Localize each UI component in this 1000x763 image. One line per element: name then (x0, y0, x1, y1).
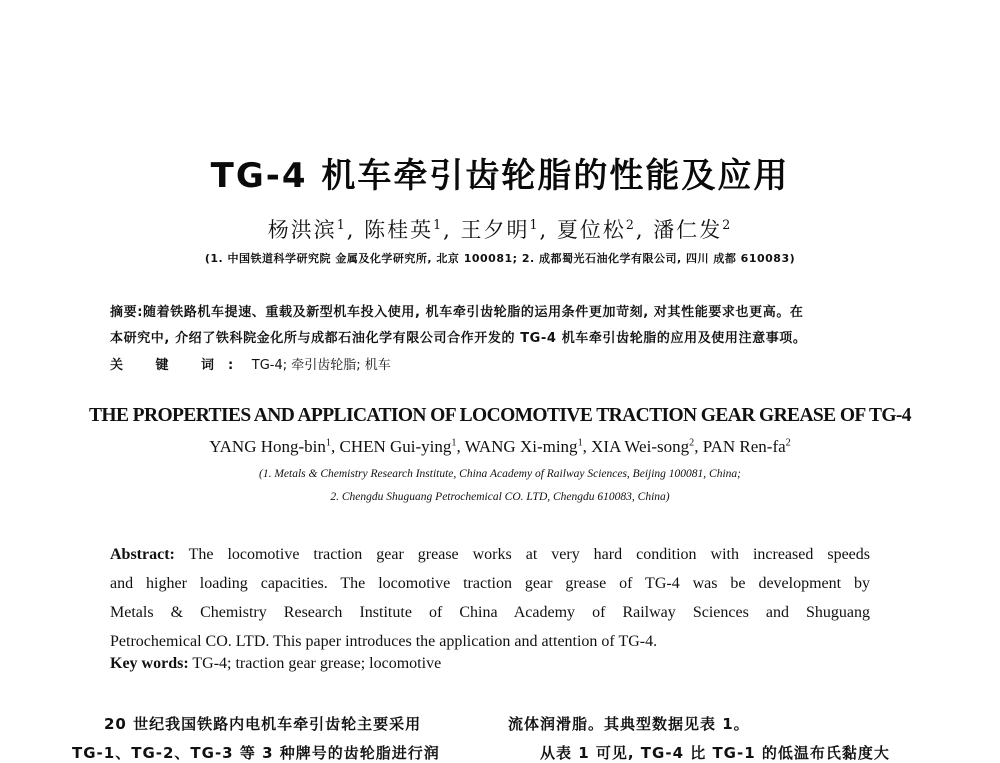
paper-title-cn: TG-4 机车牵引齿轮脂的性能及应用 (210, 156, 790, 196)
keywords-cn-label: 关 键 词: (110, 358, 248, 373)
abstract-en-line2: and higher loading capacities. The locomotive traction gear grease of TG-4 was be development by (110, 575, 870, 592)
body-right-line2: 从表 1 可见, TG-4 比 TG-1 的低温布氏黏度大 (540, 744, 890, 762)
author-affil-marker: 1 (325, 437, 331, 449)
keywords-en-label: Key words: (110, 655, 189, 672)
body-right-line1: 流体润滑脂。其典型数据见表 1。 (508, 715, 750, 733)
abstract-cn-line1 (110, 301, 804, 320)
author-list-en: YANG Hong-bin$^1$, CHEN Gui-ying$^1$, WANG Xi-ming$^1$, XIA Wei-song$^2$, PAN Ren-$fa^2$ (209, 437, 791, 456)
author-en: XIA Wei-song (591, 437, 690, 456)
author-en: PAN Ren-fa (702, 437, 786, 456)
affiliation-en-line1: (1. Metals & Chemistry Research Institute, China Academy of Railway Sciences, Beijing 100081, China; (259, 468, 741, 480)
author-affil-marker: 1 (336, 217, 347, 232)
keywords-en (110, 655, 441, 673)
abstract-cn-label: 摘要: (110, 305, 143, 320)
body-left-line1: 20 世纪我国铁路内电机车牵引齿轮主要采用 (104, 715, 422, 733)
keywords-cn (110, 354, 391, 373)
author-affil-marker: 1 (577, 437, 583, 449)
author-affil-marker: 2 (689, 437, 695, 449)
abstract-cn-text: 随着铁路机车提速、重载及新型机车投入使用, 机车牵引齿轮脂的运用条件更加苛刻, 对其性能要求也更高。在 (143, 305, 804, 320)
author-en: CHEN Gui-ying (339, 437, 452, 456)
abstract-en-label: Abstract: (110, 546, 175, 563)
affiliation-cn: (1. 中国铁道科学研究院 金属及化学研究所, 北京 100081; 2. 成都蜀光石油化学有限公司, 四川 成都 610083) (204, 252, 796, 265)
abstract-en-text: The locomotive traction gear grease works at very hard condition with increased speeds (188, 546, 870, 563)
author-cn: 潘仁发 (653, 218, 723, 242)
abstract-en (110, 540, 870, 656)
author-affil-marker: 2 (722, 217, 733, 232)
author-affil-marker: 2 (785, 437, 791, 449)
keywords-en-value: TG-4; traction gear grease; locomotive (192, 655, 442, 672)
author-en: YANG Hong-bin (209, 437, 326, 456)
abstract-en-line4: Petrochemical CO. LTD. This paper introduces the application and attention of TG-4. (110, 633, 658, 650)
abstract-en-line1 (110, 540, 870, 569)
body-left-line2: TG-1、TG-2、TG-3 等 3 种牌号的齿轮脂进行润 (72, 744, 440, 762)
author-cn: 夏位松 (556, 218, 626, 242)
author-affil-marker: 2 (625, 217, 636, 232)
author-en: WANG Xi-ming (464, 437, 578, 456)
author-affil-marker: 1 (529, 217, 540, 232)
paper-title-en: THE PROPERTIES AND APPLICATION OF LOCOMOTIVE TRACTION GEAR GREASE OF TG-4 (89, 405, 911, 426)
author-cn: 王夕明 (460, 218, 530, 242)
abstract-en-line3: Metals & Chemistry Research Institute of China Academy of Railway Sciences and Shuguang (110, 604, 870, 621)
author-affil-marker: 1 (451, 437, 457, 449)
author-affil-marker: 1 (433, 217, 444, 232)
keywords-cn-value: TG-4; 牵引齿轮脂; 机车 (251, 358, 391, 373)
abstract-cn-line2: 本研究中, 介绍了铁科院金化所与成都石油化学有限公司合作开发的 TG-4 机车牵引齿轮脂的应用及使用注意事项。 (110, 331, 807, 346)
author-cn: 陈桂英 (364, 218, 434, 242)
author-cn: 杨洪滨 (267, 218, 337, 242)
affiliation-en-line2: 2. Chengdu Shuguang Petrochemical CO. LTD, Chengdu 610083, China) (330, 491, 670, 503)
author-list-cn: 杨洪滨$^1$, 陈桂英$^1$, 王夕明$^1$, 夏位松$^2$, 潘仁发$^2$ (267, 217, 733, 242)
